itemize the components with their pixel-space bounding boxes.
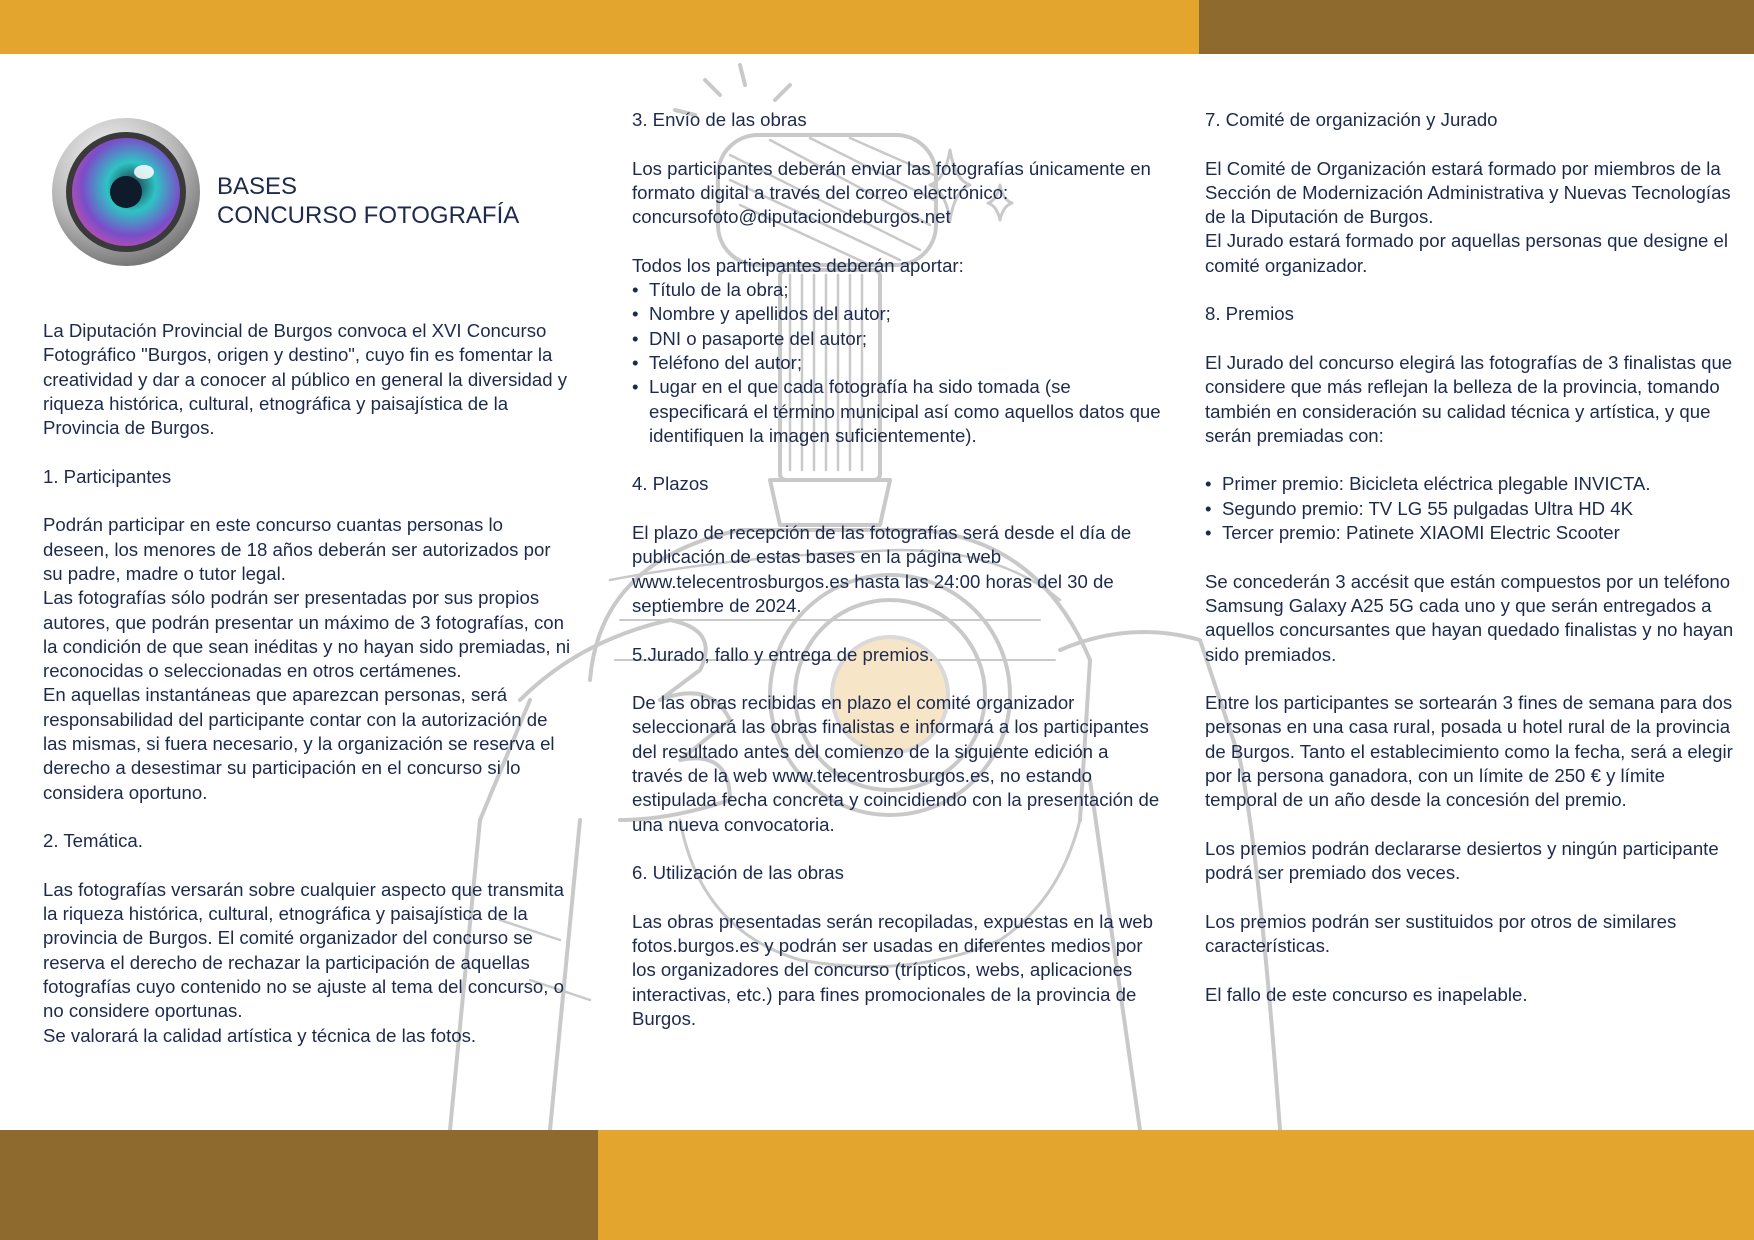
list-item: • Nombre y apellidos del autor; [632,302,1162,326]
title-line-1: BASES [217,173,298,200]
prize-item: • Primer premio: Bicicleta eléctrica plegable INVICTA. [1205,472,1735,496]
list-item: • Lugar en el que cada fotografía ha sido tomada (se especificará el término municipal así como aquellos datos que identifiquen la imagen suficientemente). [632,375,1162,448]
section-1-heading: 1. Participantes [43,465,172,487]
section-8-intro: El Jurado del concurso elegirá las fotografías de 3 finalistas que considere que más reflejan la belleza de la provincia, tomando también en consideración su calidad técnica y artística, y que serán premiadas con: [1205,351,1733,446]
verdict-paragraph: El fallo de este concurso es inapelable. [1205,983,1528,1005]
section-2-text: Se valorará la calidad artística y técnica de las fotos. [43,1024,477,1046]
top-brown-band [1199,0,1754,54]
top-gold-band [0,0,1199,54]
requirements-intro: Todos los participantes deberán aportar: [632,254,964,276]
section-2-heading: 2. Temática. [43,830,143,852]
list-item: • Título de la obra; [632,278,1162,302]
list-item: • Teléfono del autor; [632,351,1162,375]
section-5-heading: 5.Jurado, fallo y entrega de premios. [632,643,934,665]
section-1-body [43,513,573,805]
section-5-text: De las obras recibidas en plazo el comité organizador seleccionará las obras finalistas e informará a los participantes del resultado antes del comienzo de la siguiente edición a través de la web www.telecentrosburgos.es, no estando estipulada fecha concreta y coincidiendo con la presentación de una nueva convocatoria. [632,692,1160,835]
bottom-brown-band [0,1130,598,1240]
column-3 [1205,108,1735,1031]
raffle-paragraph: Entre los participantes se sortearán 3 fines de semana para dos personas en una casa rural, posada u hotel rural de la provincia de Burgos. Tanto el establecimiento como la fecha, será a elegir por la persona ganadora, con un límite de 250 € y límite temporal de un año desde la concesión del premio. [1205,692,1733,811]
prize-item: • Tercer premio: Patinete XIAOMI Electric Scooter [1205,521,1735,545]
section-6-heading: 6. Utilización de las obras [632,862,844,884]
section-8-heading: 8. Premios [1205,303,1294,325]
bottom-gold-band [598,1130,1754,1240]
section-3-requirements [632,254,1162,448]
prizes-list [1205,472,1735,545]
deserted-paragraph: Los premios podrán declararse desiertos y ningún participante podrá ser premiado dos veces. [1205,837,1719,884]
section-2-text: Las fotografías versarán sobre cualquier aspecto que transmita la riqueza histórica, cultural, etnográfica y paisajística de la provincia de Burgos. El comité organizador del concurso se reserva el derecho de rechazar la participación de aquellas fotografías cuyo contenido no se ajuste al tema del concurso, o no considere oportunas. [43,878,564,1022]
section-1-text: Podrán participar en este concurso cuantas personas lo deseen, los menores de 18 años deberán ser autorizados por su padre, madre o tutor legal. [43,514,551,584]
section-7-heading: 7. Comité de organización y Jurado [1205,109,1498,130]
section-4-heading: 4. Plazos [632,473,709,495]
section-7-body [1205,157,1735,278]
requirements-list [632,278,1162,448]
camera-lens-logo [50,116,202,268]
prize-item: • Segundo premio: TV LG 55 pulgadas Ultra HD 4K [1205,497,1735,521]
column-2 [632,108,1162,1056]
page-title [217,172,519,230]
column-1 [43,319,573,1048]
substitution-paragraph: Los premios podrán ser sustituidos por otros de similares características. [1205,910,1677,957]
section-4-text: El plazo de recepción de las fotografías será desde el día de publicación de estas bases en la página web www.telecentrosburgos.es hasta las 24:00 horas del 30 de septiembre de 2024. [632,522,1132,616]
section-1-text: En aquellas instantáneas que aparezcan personas, será responsabilidad del participante contar con la autorización de las mismas, si fuera necesario, y la organización se reserva el derecho a desestimar su participación en el concurso si lo considera oportuno. [43,684,555,803]
section-3-heading: 3. Envío de las obras [632,109,807,130]
contest-email: concursofoto@diputaciondeburgos.net [632,206,951,228]
title-line-2: CONCURSO FOTOGRAFÍA [217,202,520,229]
accesit-paragraph: Se concederán 3 accésit que están compuestos por un teléfono Samsung Galaxy A25 5G cada uno y que serán entregados a aquellos concursantes que hayan quedado finalistas y no hayan sido premiados. [1205,570,1734,665]
section-7-text: El Jurado estará formado por aquellas personas que designe el comité organizador. [1205,230,1729,276]
section-1-text: Las fotografías sólo podrán ser presentadas por sus propios autores, que podrán presentar un máximo de 3 fotografías, con la condición de que sean inéditas y no hayan sido premiadas, ni reconocidas o seleccionadas en otros certámenes. [43,587,571,682]
intro-paragraph: La Diputación Provincial de Burgos convoca el XVI Concurso Fotográfico "Burgos, origen y destino", cuyo fin es fomentar la creatividad y dar a conocer al público en general la diversidad y riqueza histórica, cultural, etnográfica y paisajística de la Provincia de Burgos. [43,320,568,439]
list-item: • DNI o pasaporte del autor; [632,327,1162,351]
section-7-text: El Comité de Organización estará formado por miembros de la Sección de Modernización Administrativa y Nuevas Tecnologías de la Diputación de Burgos. [1205,157,1731,228]
section-6-text: Las obras presentadas serán recopiladas, expuestas en la web fotos.burgos.es y podrán ser usadas en diferentes medios por los organizadores del concurso (trípticos, webs, aplicaciones interactivas, etc.) para fines promocionales de la provincia de Burgos. [632,910,1153,1029]
section-2-body [43,878,573,1048]
section-3-intro: Los participantes deberán enviar las fotografías únicamente en formato digital a través del correo electrónico: [632,157,1151,203]
section-3-text [632,157,1162,230]
